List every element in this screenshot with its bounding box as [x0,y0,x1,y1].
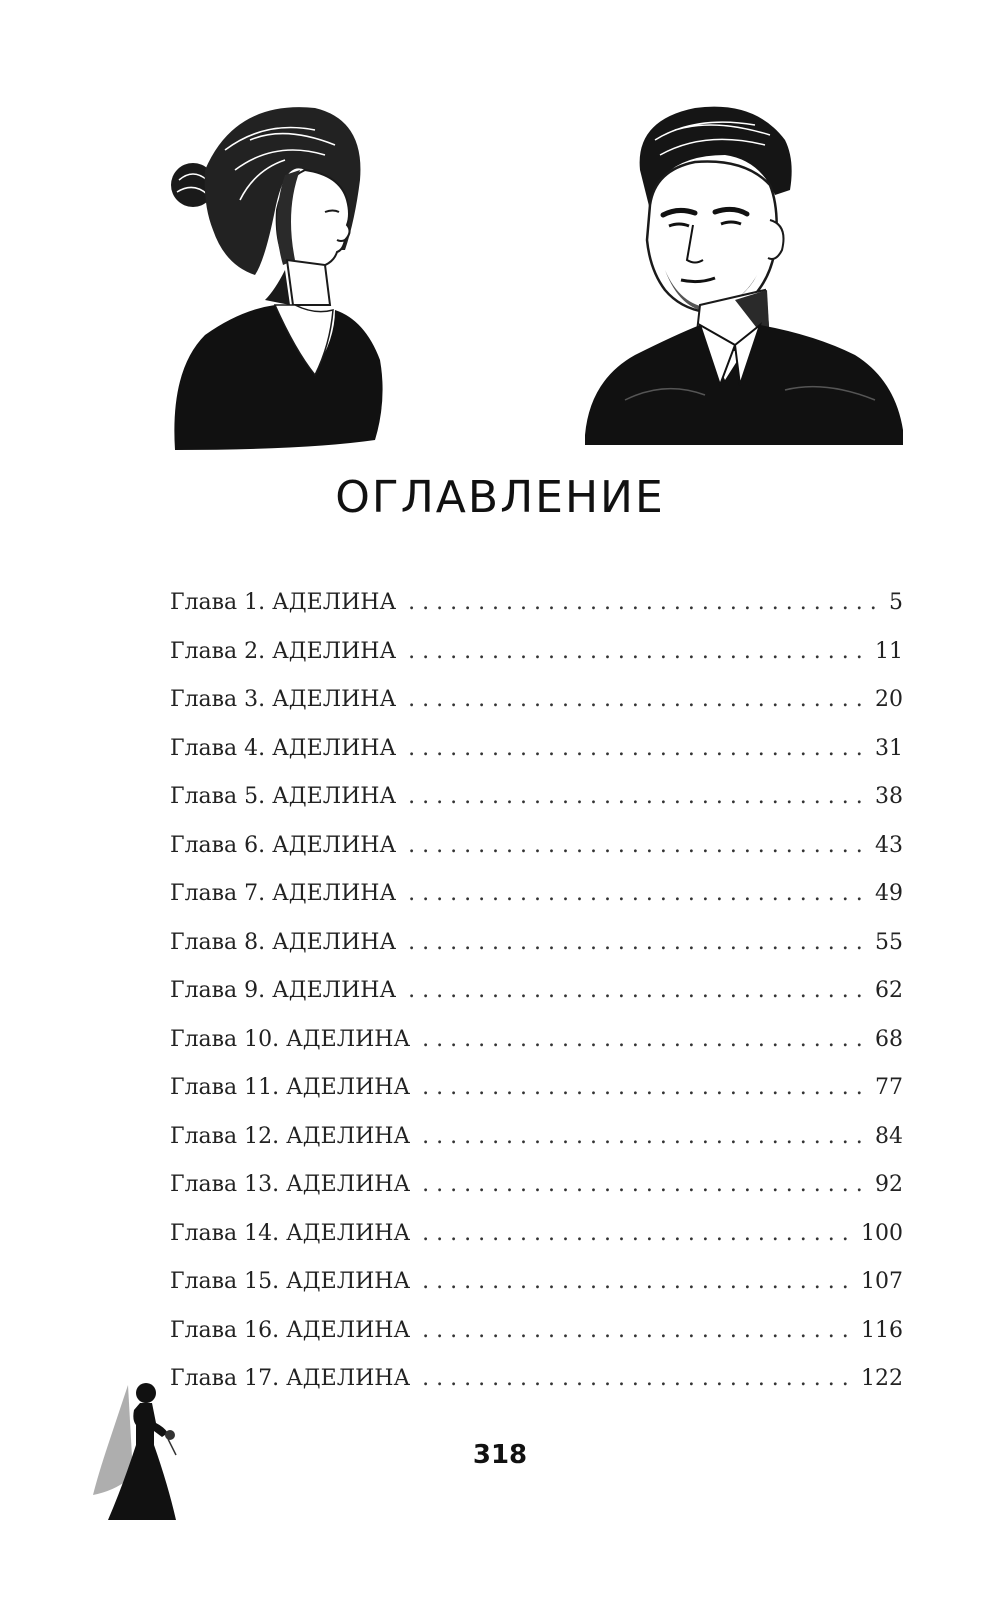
toc-entry-page: 122 [861,1366,903,1391]
toc-leader-dots [408,930,871,955]
toc-entry-label: Глава 14. АДЕЛИНА [170,1220,411,1246]
toc-entry-page: 31 [875,735,903,761]
toc-entry-page: 55 [875,929,903,955]
toc-entry-label: Глава 6. АДЕЛИНА [170,832,397,858]
toc-entry[interactable] [170,1269,903,1318]
toc-entry-label: Глава 15. АДЕЛИНА [170,1269,411,1294]
table-of-contents [170,590,903,1415]
toc-entry[interactable] [170,881,903,930]
toc-leader-dots [422,1221,857,1246]
toc-entry-page: 49 [875,881,903,906]
toc-entry[interactable] [170,736,903,785]
man-portrait-illustration [585,100,905,445]
toc-entry-page: 68 [875,1026,903,1052]
toc-entry[interactable] [170,833,903,882]
toc-leader-dots [422,1027,871,1052]
toc-leader-dots [408,881,871,906]
toc-entry[interactable] [170,784,903,833]
toc-entry-label: Глава 12. АДЕЛИНА [170,1123,411,1149]
toc-entry-page: 84 [875,1123,903,1149]
toc-entry-label: Глава 8. АДЕЛИНА [170,929,397,955]
toc-leader-dots [408,784,871,809]
toc-entry-page: 5 [889,590,903,615]
toc-entry[interactable] [170,1172,903,1221]
toc-entry[interactable] [170,687,903,736]
toc-entry-page: 92 [875,1172,903,1197]
page-title: ОГЛАВЛЕНИЕ [335,472,665,523]
toc-leader-dots [422,1366,857,1391]
toc-leader-dots [408,736,871,761]
toc-entry-page: 11 [875,638,903,664]
toc-entry-label: Глава 11. АДЕЛИНА [170,1075,411,1100]
toc-leader-dots [408,687,871,712]
toc-entry-page: 107 [861,1269,903,1294]
toc-entry[interactable] [170,930,903,979]
toc-entry-label: Глава 5. АДЕЛИНА [170,784,397,809]
toc-leader-dots [422,1124,871,1149]
toc-leader-dots [408,833,871,858]
toc-entry-label: Глава 2. АДЕЛИНА [170,638,397,664]
toc-leader-dots [422,1075,871,1100]
toc-entry-page: 100 [861,1220,903,1246]
toc-entry-label: Глава 17. АДЕЛИНА [170,1366,411,1391]
toc-entry-page: 77 [875,1075,903,1100]
toc-leader-dots [422,1318,857,1343]
toc-leader-dots [408,978,871,1003]
toc-entry[interactable] [170,978,903,1027]
toc-entry[interactable] [170,639,903,688]
toc-entry-label: Глава 1. АДЕЛИНА [170,590,397,615]
toc-entry[interactable] [170,1318,903,1367]
toc-leader-dots [422,1172,871,1197]
toc-entry[interactable] [170,1221,903,1270]
toc-entry-page: 20 [875,687,903,712]
toc-leader-dots [408,590,885,615]
toc-entry[interactable] [170,1027,903,1076]
toc-entry[interactable] [170,1366,903,1415]
toc-entry[interactable] [170,1075,903,1124]
toc-entry-page: 116 [861,1317,903,1343]
toc-entry-label: Глава 4. АДЕЛИНА [170,735,397,761]
toc-entry-label: Глава 13. АДЕЛИНА [170,1172,411,1197]
page-number: 318 [472,1440,528,1470]
toc-leader-dots [422,1269,857,1294]
toc-entry-label: Глава 16. АДЕЛИНА [170,1317,411,1343]
toc-entry-page: 62 [875,978,903,1003]
toc-entry-page: 38 [875,784,903,809]
toc-entry-label: Глава 3. АДЕЛИНА [170,687,397,712]
woman-portrait-illustration [165,100,390,450]
toc-leader-dots [408,639,871,664]
toc-entry-label: Глава 10. АДЕЛИНА [170,1026,411,1052]
toc-entry-label: Глава 7. АДЕЛИНА [170,881,397,906]
toc-entry-label: Глава 9. АДЕЛИНА [170,978,397,1003]
toc-entry[interactable] [170,590,903,639]
toc-entry-page: 43 [875,832,903,858]
toc-entry[interactable] [170,1124,903,1173]
